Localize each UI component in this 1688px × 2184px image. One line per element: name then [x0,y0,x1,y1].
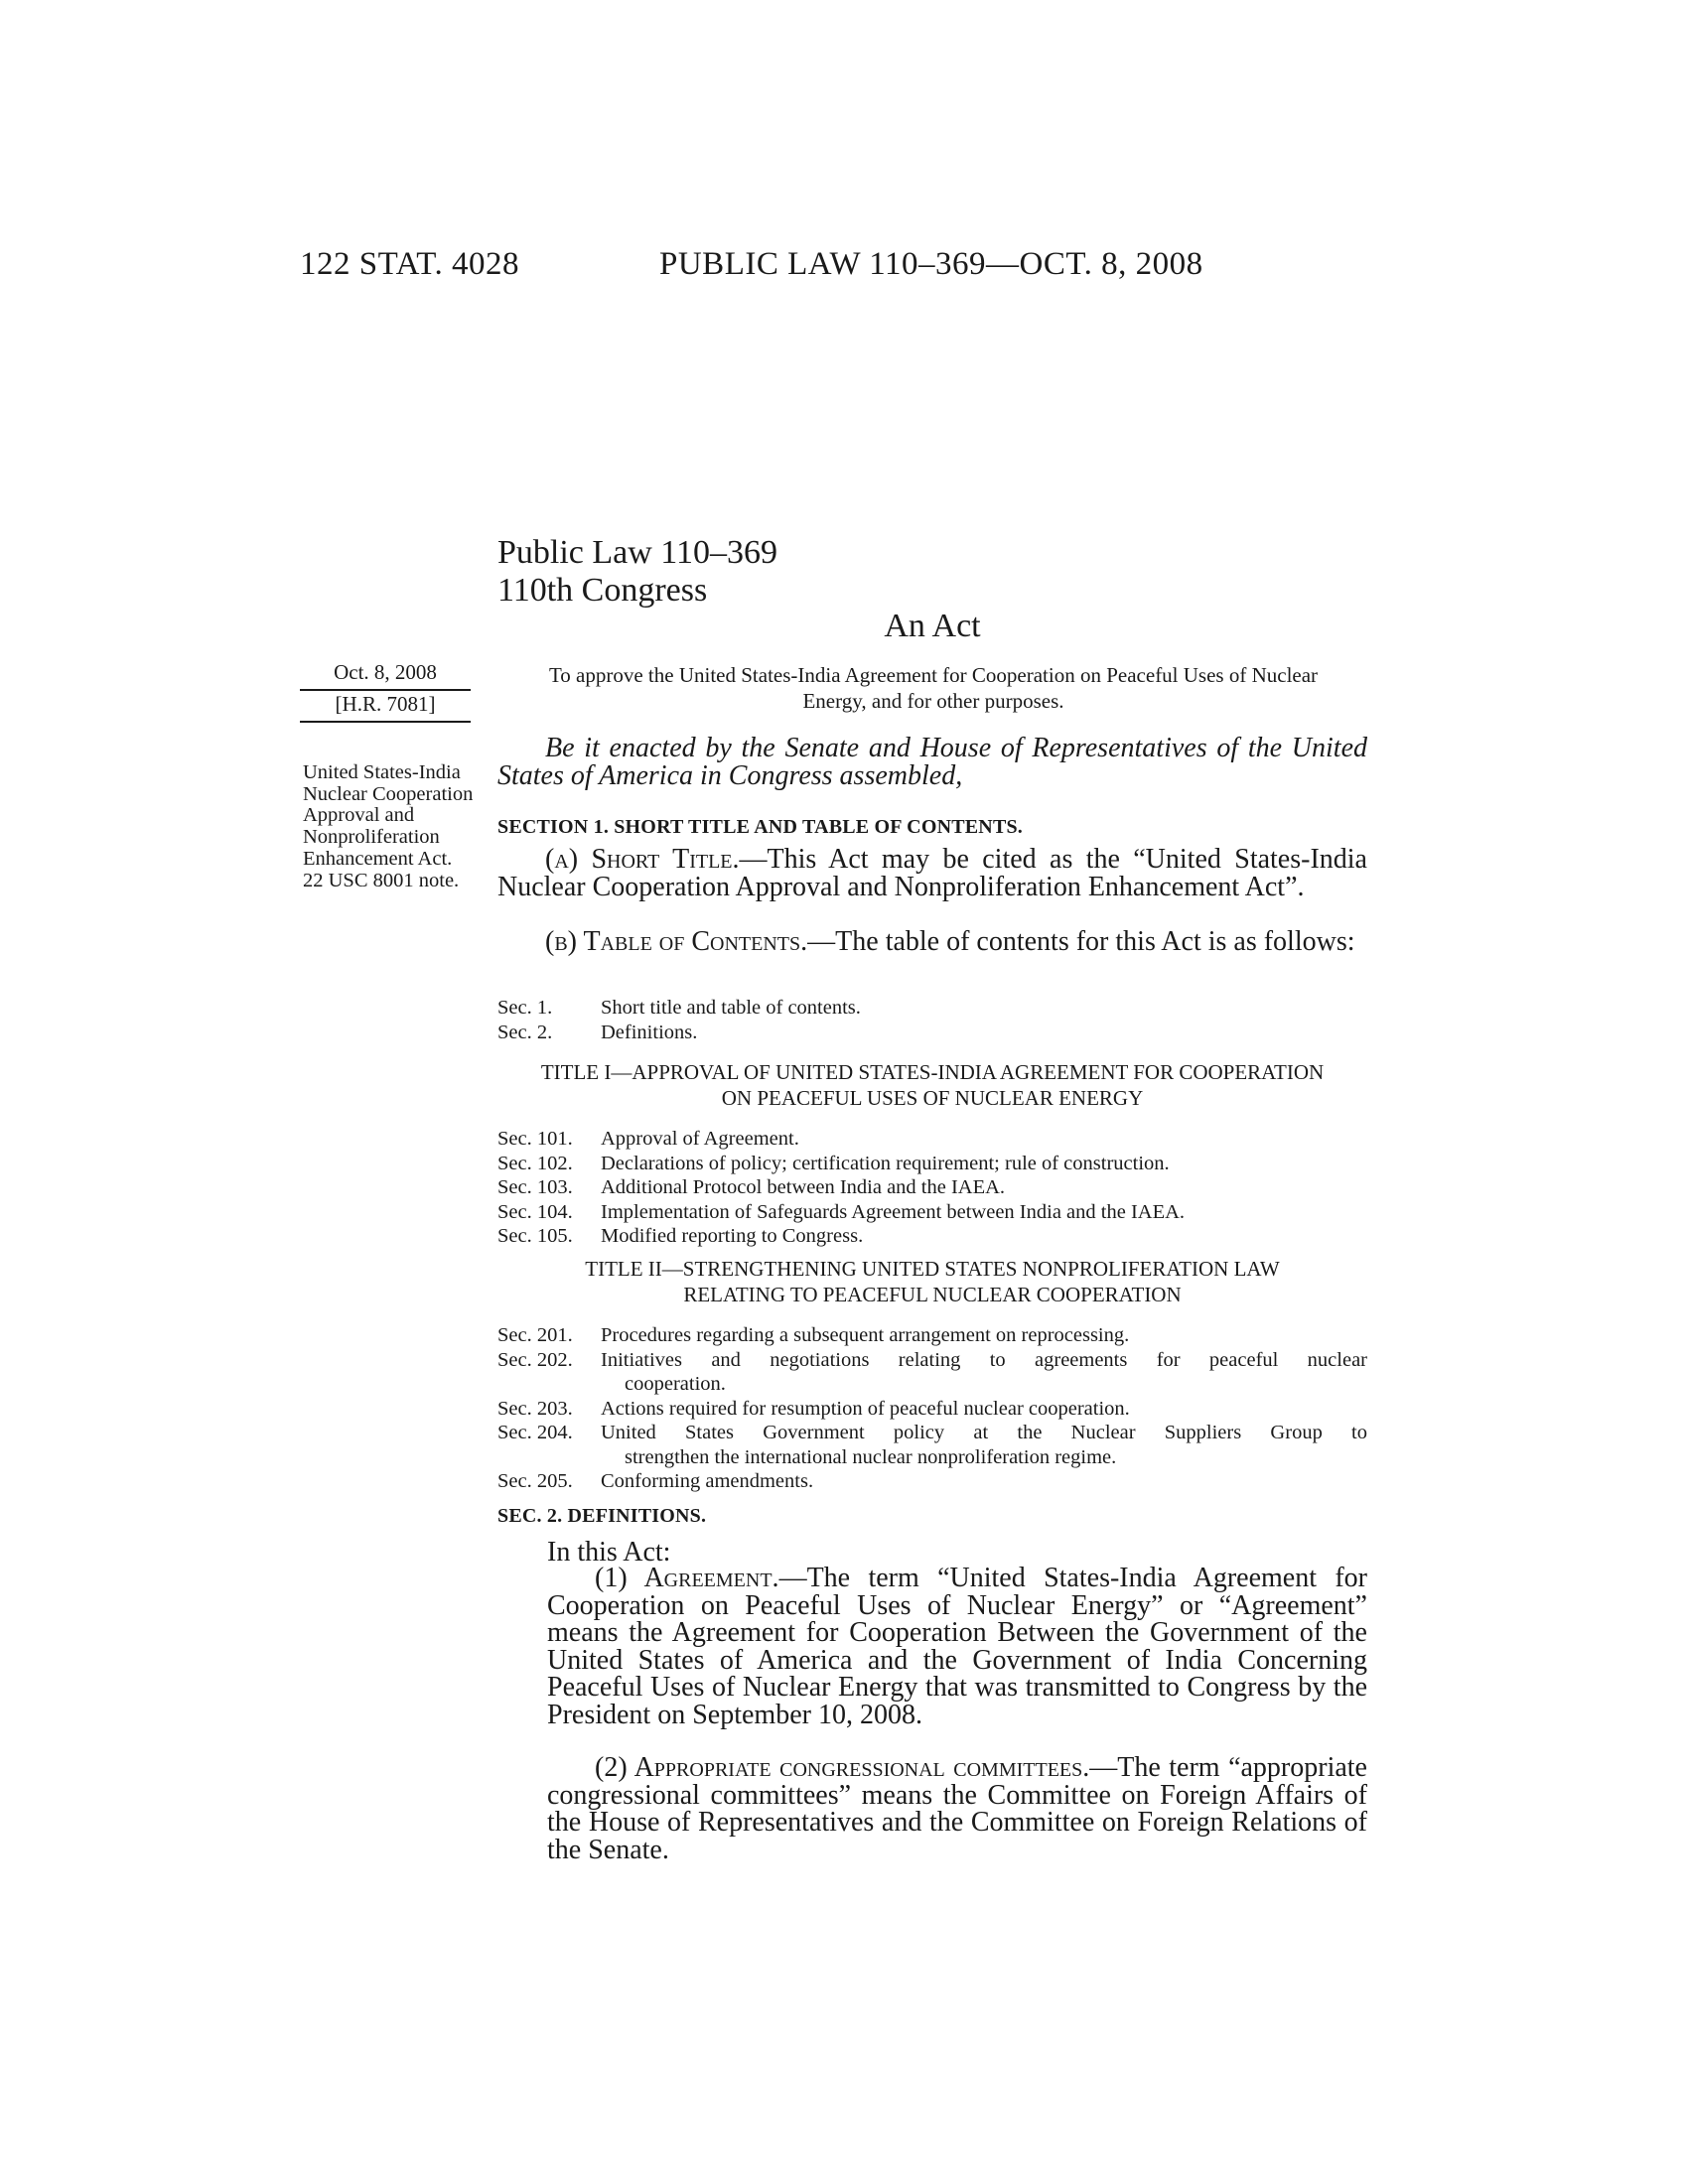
definitions-intro: In this Act: [547,1537,671,1568]
toc-entry: Sec. 102. Declarations of policy; certification requirement; rule of construction. [497,1152,1170,1174]
toc-entry-continuation: cooperation. [625,1373,726,1395]
running-head-title: PUBLIC LAW 110–369—OCT. 8, 2008 [659,246,1203,282]
subsection-b-label: (b) Table of Contents. [545,926,808,957]
toc-entry: Sec. 201. Procedures regarding a subsequent arrangement on reprocessing. [497,1324,1130,1346]
toc-entry: Sec. 103. Additional Protocol between India and the IAEA. [497,1176,1006,1198]
toc-entry: Sec. 205. Conforming amendments. [497,1470,814,1492]
toc-entry: Sec. 202. Initiatives and negotiations relating to agreements for peaceful nuclear [497,1348,1367,1371]
subsection-a-short-title [497,846,1367,900]
toc-entry: Sec. 1. Short title and table of contents. [497,997,861,1019]
margin-short-title-note: United States-India Nuclear Cooperation Approval and Nonproliferation Enhancement Act. [303,761,474,870]
definition-1-text: —The term “United States-India Agreement for Cooperation on Peaceful Uses of Nuclear Energy” or “Agreement” means the Agreement for Cooperation Between the Government of the United States of America and the Government of India Concerning Peaceful Uses of Nuclear Energy that was transmitted to Congress by the President on September 10, 2008. [547,1563,1367,1730]
act-purpose: To approve the United States-India Agreement for Cooperation on Peaceful Uses of Nuclear Energy, and for other purposes. [548,663,1319,713]
definition-1-label: (1) Agreement. [595,1563,779,1593]
definition-agreement [547,1565,1367,1728]
subsection-a-text: —This Act may be cited as the “United States-India Nuclear Cooperation Approval and Nonproliferation Enhancement Act”. [497,844,1367,902]
congress-number: 110th Congress [497,572,708,609]
toc-entry-continuation: strengthen the international nuclear nonproliferation regime. [625,1445,1117,1468]
margin-usc-note: 22 USC 8001 note. [303,869,460,891]
enacting-clause: Be it enacted by the Senate and House of Representatives of the United States of America in Congress assembled, [497,733,1367,791]
margin-notes [303,762,477,891]
law-number: Public Law 110–369 [497,534,778,571]
definition-2-text: —The term “appropriate congressional committees” means the Committee on Foreign Affairs of the House of Representatives and the Committee on Foreign Relations of the Senate. [547,1752,1367,1865]
toc-entry: Sec. 203. Actions required for resumption of peaceful nuclear cooperation. [497,1397,1130,1420]
toc-entry: Sec. 104. Implementation of Safeguards Agreement between India and the IAEA. [497,1200,1186,1223]
an-act-label: An Act [884,608,981,644]
toc-title-1-sections [497,1127,1367,1249]
subsection-b-text: —The table of contents for this Act is as follows: [807,926,1355,957]
toc-title-2-heading: TITLE II—STRENGTHENING UNITED STATES NONPROLIFERATION LAW RELATING TO PEACEFUL NUCLEAR COOPERATION [585,1257,1280,1306]
definition-2-label: (2) Appropriate congressional committees. [595,1752,1090,1783]
margin-bill-number: [H.R. 7081] [300,692,471,723]
toc-general-sections [497,996,1367,1044]
toc-entry: Sec. 105. Modified reporting to Congress. [497,1225,864,1247]
subsection-a-label: (a) Short Title. [545,844,740,875]
stat-page-number: 122 STAT. 4028 [300,246,520,282]
toc-title-1-heading: TITLE I—APPROVAL OF UNITED STATES-INDIA AGREEMENT FOR COOPERATION ON PEACEFUL USES OF NUCLEAR ENERGY [540,1060,1325,1110]
section-2-heading: SEC. 2. DEFINITIONS. [497,1505,707,1527]
section-1-heading: SECTION 1. SHORT TITLE AND TABLE OF CONTENTS. [497,816,1024,838]
law-heading [497,534,777,610]
toc-entry: Sec. 204. United States Government policy at the Nuclear Suppliers Group to [497,1422,1367,1443]
definition-appropriate-committees [547,1754,1367,1863]
toc-entry: Sec. 2. Definitions. [497,1021,698,1043]
toc-entry: Sec. 101. Approval of Agreement. [497,1128,799,1150]
toc-title-2-sections [497,1323,1367,1494]
subsection-b-table-of-contents [497,928,1367,956]
margin-date: Oct. 8, 2008 [300,660,471,691]
